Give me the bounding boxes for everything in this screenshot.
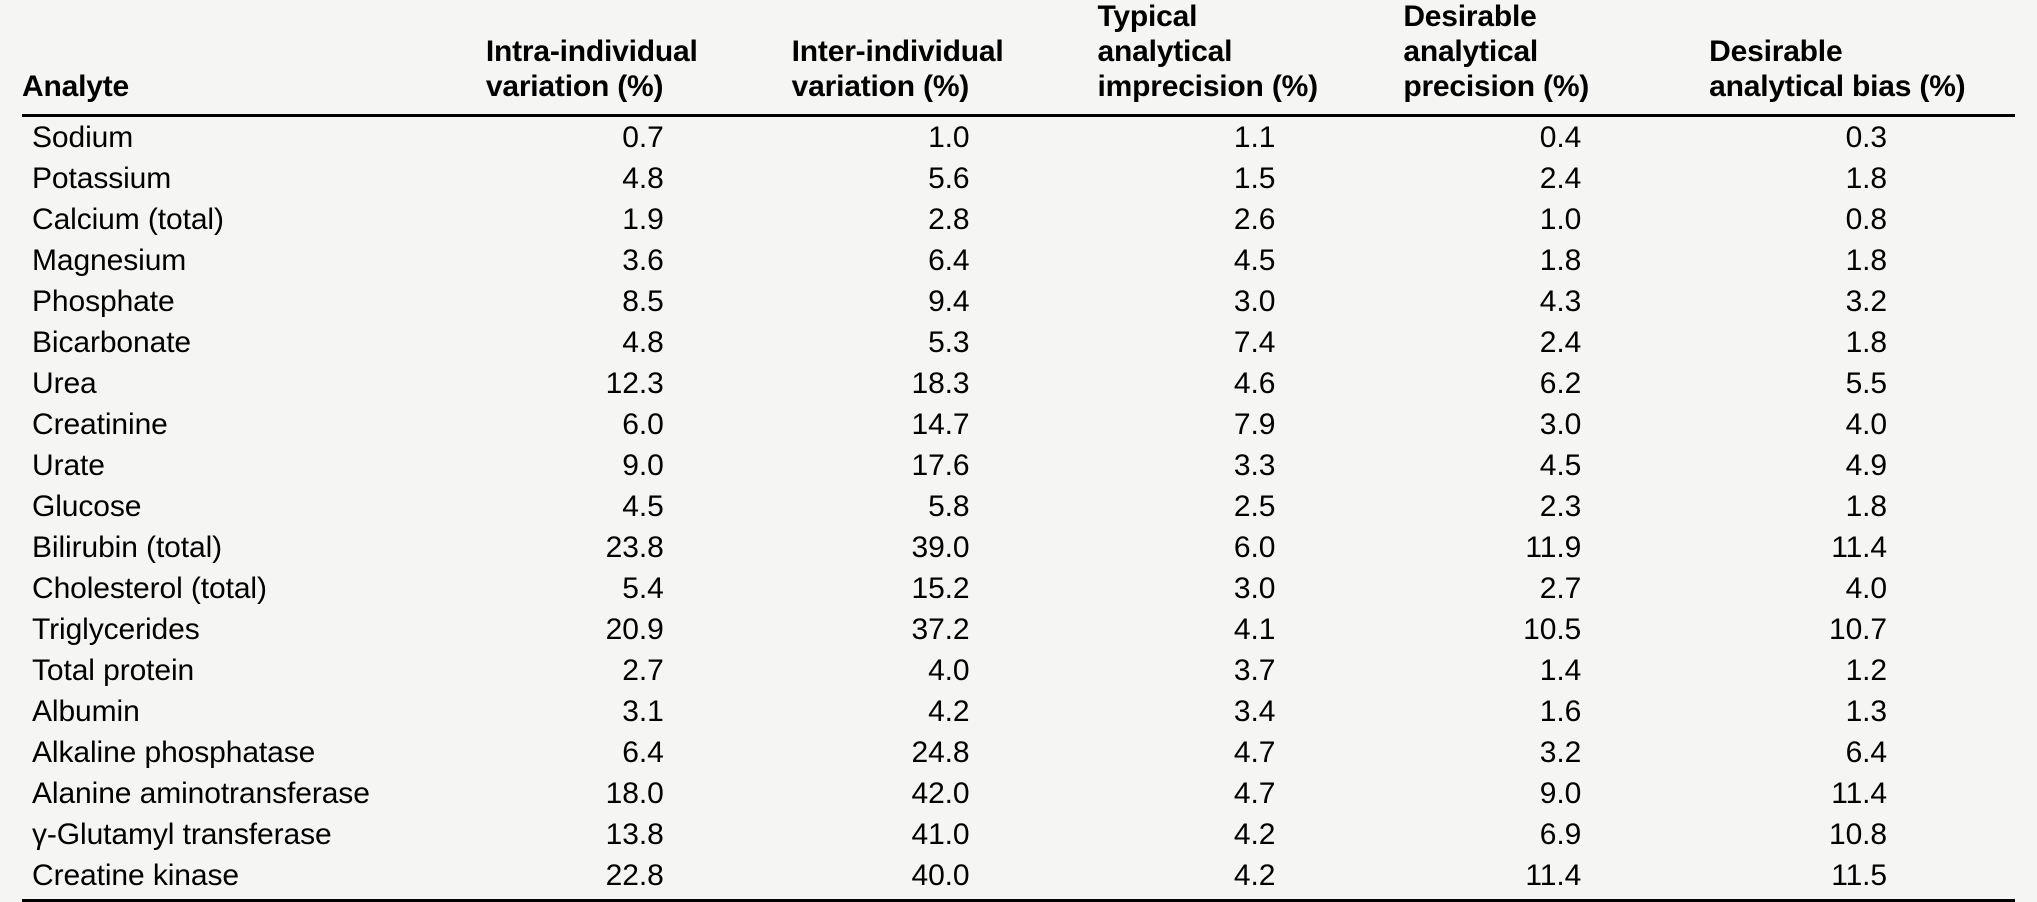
cell-intra: 4.5 (622, 490, 664, 524)
table-row (22, 158, 2015, 199)
cell-imprecision: 2.6 (1233, 203, 1276, 237)
cell-imprecision: 4.5 (1233, 244, 1276, 278)
cell-imprecision: 4.2 (1233, 818, 1276, 852)
column-header-analyte-line-1: Analyte (22, 69, 129, 103)
cell-imprecision: 4.7 (1233, 736, 1276, 770)
cell-intra: 6.4 (622, 736, 664, 770)
cell-intra: 20.9 (605, 613, 664, 647)
cell-intra: 8.5 (622, 285, 664, 319)
cell-inter: 5.3 (928, 326, 970, 360)
cell-inter: 4.0 (928, 654, 970, 688)
table-row (22, 363, 2015, 404)
table-row (22, 199, 2015, 240)
cell-intra: 9.0 (622, 449, 664, 483)
cell-precision: 2.7 (1539, 572, 1582, 606)
cell-bias: 1.2 (1845, 654, 1887, 688)
table-header (22, 0, 2015, 116)
cell-bias: 3.2 (1845, 285, 1887, 319)
cell-intra: 3.6 (622, 244, 664, 278)
cell-analyte-name: Alkaline phosphatase (32, 736, 316, 770)
cell-analyte-name: Total protein (32, 654, 195, 688)
table-row (22, 322, 2015, 363)
table-row (22, 814, 2015, 855)
cell-intra: 4.8 (622, 326, 664, 360)
cell-precision: 11.9 (1525, 531, 1582, 565)
cell-bias: 4.0 (1845, 572, 1887, 606)
cell-analyte-name: Phosphate (32, 285, 175, 319)
cell-bias: 1.8 (1845, 490, 1887, 524)
analyte-variation-table (22, 0, 2015, 899)
cell-intra: 22.8 (605, 859, 664, 893)
cell-precision: 11.4 (1525, 859, 1582, 893)
cell-inter: 1.0 (928, 121, 970, 155)
cell-bias: 4.9 (1845, 449, 1887, 483)
table-row (22, 650, 2015, 691)
column-header-bias-line-1: Desirable (1709, 34, 1843, 68)
cell-intra: 1.9 (622, 203, 664, 237)
column-header-typical-analytical-imprecision (1098, 0, 1404, 116)
cell-intra: 3.1 (622, 695, 664, 729)
cell-intra: 13.8 (605, 818, 664, 852)
cell-precision: 1.6 (1539, 695, 1582, 729)
cell-analyte-name: Sodium (32, 121, 134, 155)
cell-precision: 6.9 (1539, 818, 1582, 852)
column-header-precision-line-3: precision (%) (1403, 69, 1590, 103)
column-header-inter-individual-variation (792, 0, 1098, 116)
cell-imprecision: 7.4 (1233, 326, 1276, 360)
cell-intra: 18.0 (605, 777, 664, 811)
cell-analyte-name: Bicarbonate (32, 326, 192, 360)
cell-intra: 4.8 (622, 162, 664, 196)
cell-inter: 14.7 (911, 408, 970, 442)
cell-bias: 11.5 (1831, 859, 1887, 893)
cell-intra: 2.7 (622, 654, 664, 688)
table-row (22, 281, 2015, 322)
column-header-precision-line-2: analytical (1403, 34, 1539, 68)
table-row (22, 116, 2015, 159)
cell-inter: 18.3 (911, 367, 970, 401)
cell-analyte-name: Bilirubin (total) (32, 531, 223, 565)
table-row (22, 609, 2015, 650)
cell-precision: 3.2 (1539, 736, 1582, 770)
cell-bias: 11.4 (1831, 777, 1887, 811)
cell-precision: 2.4 (1539, 162, 1582, 196)
column-header-precision-line-1: Desirable (1403, 0, 1537, 33)
cell-imprecision: 3.4 (1233, 695, 1276, 729)
cell-bias: 1.8 (1845, 244, 1887, 278)
cell-imprecision: 3.0 (1233, 572, 1276, 606)
cell-bias: 1.8 (1845, 162, 1887, 196)
cell-precision: 1.0 (1539, 203, 1582, 237)
cell-imprecision: 3.7 (1233, 654, 1276, 688)
table-header-row (22, 0, 2015, 116)
table-row (22, 404, 2015, 445)
table-row (22, 240, 2015, 281)
cell-bias: 4.0 (1845, 408, 1887, 442)
cell-bias: 6.4 (1845, 736, 1887, 770)
cell-analyte-name: Alanine aminotransferase (32, 777, 370, 811)
cell-inter: 37.2 (911, 613, 970, 647)
cell-imprecision: 4.6 (1233, 367, 1276, 401)
cell-precision: 2.3 (1539, 490, 1582, 524)
cell-inter: 5.8 (928, 490, 970, 524)
column-header-imprecision-line-3: imprecision (%) (1097, 69, 1318, 103)
cell-imprecision: 2.5 (1233, 490, 1276, 524)
cell-imprecision: 1.1 (1233, 121, 1276, 155)
cell-inter: 17.6 (911, 449, 970, 483)
cell-analyte-name: Cholesterol (total) (32, 572, 267, 606)
cell-inter: 5.6 (928, 162, 970, 196)
cell-analyte-name: Urate (32, 449, 105, 483)
cell-bias: 1.3 (1845, 695, 1887, 729)
column-header-imprecision-line-2: analytical (1097, 34, 1233, 68)
cell-precision: 10.5 (1523, 613, 1582, 647)
column-header-inter-line-1: Inter-individual (791, 34, 1004, 68)
cell-precision: 1.8 (1539, 244, 1582, 278)
cell-analyte-name: Urea (32, 367, 97, 401)
cell-inter: 39.0 (911, 531, 970, 565)
cell-imprecision: 3.0 (1233, 285, 1276, 319)
cell-inter: 2.8 (928, 203, 970, 237)
cell-imprecision: 7.9 (1233, 408, 1276, 442)
table-body (22, 116, 2015, 900)
cell-precision: 4.5 (1539, 449, 1582, 483)
table-row (22, 527, 2015, 568)
cell-intra: 5.4 (622, 572, 664, 606)
cell-bias: 10.7 (1829, 613, 1887, 647)
cell-intra: 23.8 (605, 531, 664, 565)
cell-analyte-name: Calcium (total) (32, 203, 224, 237)
column-header-intra-line-1: Intra-individual (485, 34, 698, 68)
cell-precision: 1.4 (1539, 654, 1582, 688)
column-header-analyte (22, 0, 486, 116)
table-row (22, 691, 2015, 732)
table-row (22, 486, 2015, 527)
cell-inter: 9.4 (928, 285, 970, 319)
cell-precision: 3.0 (1539, 408, 1582, 442)
cell-analyte-name: Albumin (32, 695, 140, 729)
cell-imprecision: 4.7 (1233, 777, 1276, 811)
cell-analyte-name: Potassium (32, 162, 172, 196)
cell-inter: 40.0 (911, 859, 970, 893)
cell-analyte-name: Creatine kinase (32, 859, 239, 893)
column-header-inter-line-2: variation (%) (791, 69, 970, 103)
cell-bias: 0.3 (1845, 121, 1887, 155)
cell-precision: 0.4 (1539, 121, 1582, 155)
column-header-intra-line-2: variation (%) (485, 69, 664, 103)
cell-bias: 10.8 (1829, 818, 1887, 852)
cell-inter: 15.2 (911, 572, 970, 606)
cell-analyte-name: γ-Glutamyl transferase (32, 818, 332, 852)
cell-precision: 9.0 (1539, 777, 1582, 811)
cell-bias: 0.8 (1845, 203, 1887, 237)
column-header-imprecision-line-1: Typical (1097, 0, 1198, 33)
cell-analyte-name: Creatinine (32, 408, 168, 442)
cell-precision: 4.3 (1539, 285, 1582, 319)
cell-inter: 6.4 (928, 244, 970, 278)
cell-bias: 1.8 (1845, 326, 1887, 360)
column-header-desirable-analytical-bias (1709, 0, 2015, 116)
column-header-desirable-analytical-precision (1403, 0, 1709, 116)
cell-imprecision: 3.3 (1233, 449, 1276, 483)
cell-imprecision: 4.1 (1233, 613, 1276, 647)
cell-analyte-name: Magnesium (32, 244, 187, 278)
cell-imprecision: 6.0 (1233, 531, 1276, 565)
cell-intra: 0.7 (622, 121, 664, 155)
column-header-intra-individual-variation (486, 0, 792, 116)
cell-intra: 6.0 (622, 408, 664, 442)
cell-inter: 42.0 (911, 777, 970, 811)
cell-precision: 6.2 (1539, 367, 1582, 401)
cell-analyte-name: Glucose (32, 490, 142, 524)
cell-precision: 2.4 (1539, 326, 1582, 360)
cell-bias: 11.4 (1831, 531, 1887, 565)
table-row (22, 732, 2015, 773)
cell-intra: 12.3 (605, 367, 664, 401)
cell-bias: 5.5 (1845, 367, 1887, 401)
table-row (22, 773, 2015, 814)
column-header-bias-line-2: analytical bias (%) (1709, 69, 1966, 103)
cell-inter: 24.8 (911, 736, 970, 770)
cell-imprecision: 4.2 (1233, 859, 1276, 893)
table-row (22, 568, 2015, 609)
cell-analyte-name: Triglycerides (32, 613, 200, 647)
cell-imprecision: 1.5 (1233, 162, 1276, 196)
cell-inter: 41.0 (911, 818, 970, 852)
table-row (22, 445, 2015, 486)
table-row (22, 855, 2015, 899)
cell-inter: 4.2 (928, 695, 970, 729)
